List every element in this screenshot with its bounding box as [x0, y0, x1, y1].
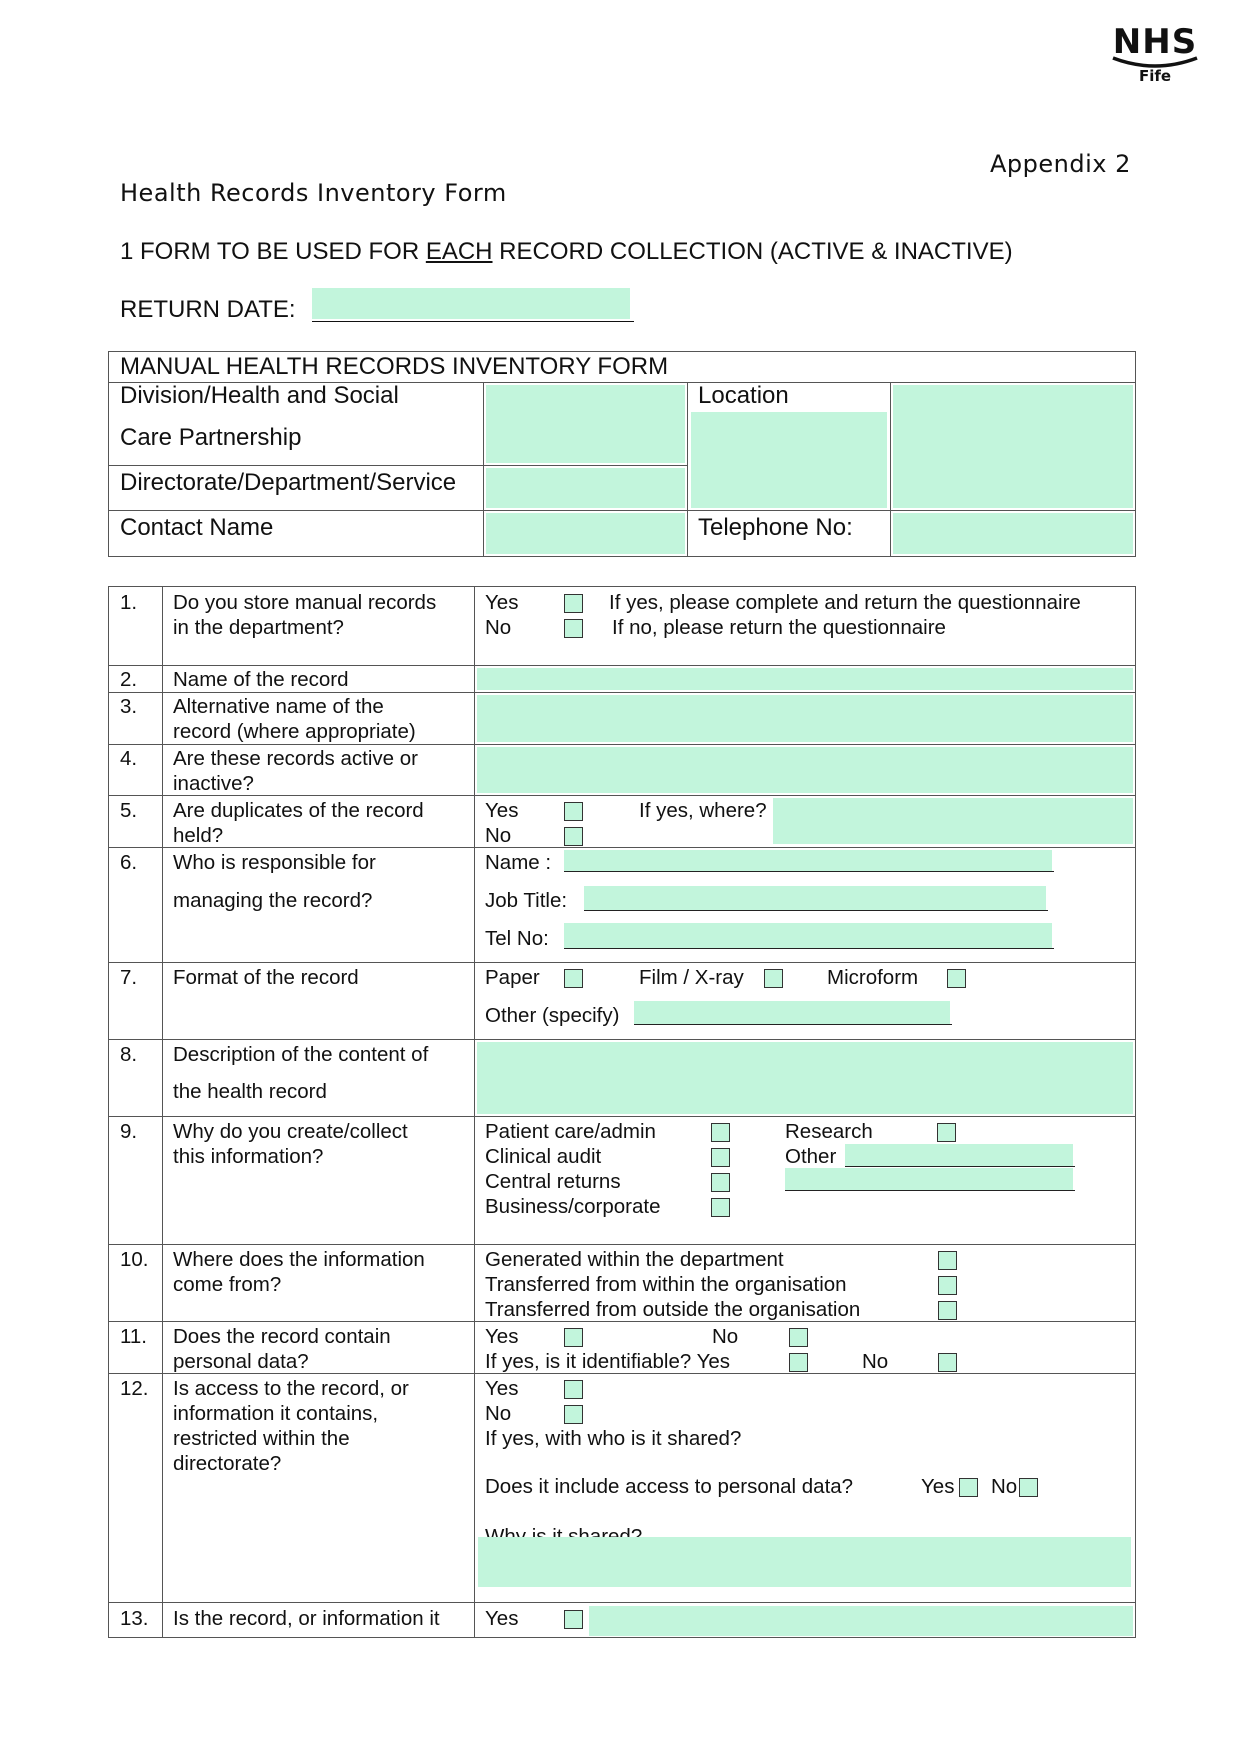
directorate-field[interactable]	[486, 468, 685, 508]
q5-label-2: held?	[173, 824, 224, 847]
q2-label: Name of the record	[173, 668, 349, 691]
q12-label-1: Is access to the record, or	[173, 1377, 409, 1400]
manual-records-table	[108, 351, 1136, 557]
return-date-underline	[312, 321, 634, 322]
q1-label-1: Do you store manual records	[173, 591, 437, 614]
q11-identifiable-no-label: No	[862, 1350, 889, 1373]
nhs-fife-logo	[1105, 24, 1205, 84]
q11-label-2: personal data?	[173, 1350, 309, 1373]
q1-yes-note: If yes, please complete and return the questionnaire	[609, 591, 1081, 614]
q6-label-1: Who is responsible for	[173, 851, 376, 874]
q9-other-underline-2	[785, 1190, 1075, 1191]
usage-emph: EACH	[425, 238, 493, 265]
q10-option-outside: Transferred from outside the organisation	[485, 1298, 861, 1321]
q7-number: 7.	[120, 966, 138, 989]
q13-field[interactable]	[589, 1606, 1133, 1636]
q11-yes-checkbox[interactable]	[564, 1328, 583, 1347]
location-field[interactable]	[691, 412, 887, 508]
q6-name-underline	[564, 871, 1054, 872]
q12-shared-label: If yes, with who is it shared?	[485, 1427, 742, 1450]
q9-other-underline	[845, 1166, 1075, 1167]
q11-number: 11.	[120, 1325, 147, 1348]
q9-option-clinical-audit: Clinical audit	[485, 1145, 602, 1168]
telephone-field[interactable]	[893, 513, 1133, 554]
q13-number: 13.	[120, 1607, 149, 1630]
q9-patient-care-checkbox[interactable]	[711, 1123, 730, 1142]
q13-label: Is the record, or information it	[173, 1607, 440, 1630]
logo-sub: Fife	[1138, 67, 1172, 85]
q12-personal-yes-checkbox[interactable]	[959, 1478, 978, 1497]
usage-post: RECORD COLLECTION (ACTIVE & INACTIVE)	[492, 238, 1013, 265]
q9-business-checkbox[interactable]	[711, 1198, 730, 1217]
q7-microform-label: Microform	[827, 966, 919, 989]
q12-label-2: information it contains,	[173, 1402, 379, 1425]
q9-other-field-2[interactable]	[785, 1168, 1073, 1190]
q12-label-3: restricted within the	[173, 1427, 350, 1450]
q6-tel-label: Tel No:	[485, 927, 549, 950]
q11-no-label: No	[712, 1325, 739, 1348]
location-label: Location	[698, 382, 789, 409]
q9-option-other: Other	[785, 1145, 837, 1168]
q1-no-label: No	[485, 616, 512, 639]
q13-yes-checkbox[interactable]	[564, 1610, 583, 1629]
q2-field[interactable]	[477, 668, 1133, 690]
q7-other-underline	[634, 1024, 952, 1025]
q6-name-field[interactable]	[564, 850, 1052, 871]
q11-label-1: Does the record contain	[173, 1325, 391, 1348]
return-date-label: RETURN DATE:	[120, 296, 296, 323]
q7-microform-checkbox[interactable]	[947, 969, 966, 988]
usage-instruction	[120, 238, 1013, 266]
logo-text: NHS	[1112, 22, 1198, 62]
q1-no-note: If no, please return the questionnaire	[612, 616, 946, 639]
q9-clinical-audit-checkbox[interactable]	[711, 1148, 730, 1167]
q5-yes-label: Yes	[485, 799, 519, 822]
q6-tel-underline	[564, 948, 1054, 949]
q12-personal-yes-label: Yes	[921, 1475, 955, 1498]
division-label-1: Division/Health and Social	[120, 382, 399, 409]
q5-where-label: If yes, where?	[639, 799, 767, 822]
q7-other-label: Other (specify)	[485, 1004, 620, 1027]
q10-label-1: Where does the information	[173, 1248, 425, 1271]
q10-option-generated: Generated within the department	[485, 1248, 784, 1271]
q12-no-label: No	[485, 1402, 512, 1425]
q12-yes-checkbox[interactable]	[564, 1380, 583, 1399]
q1-yes-label: Yes	[485, 591, 519, 614]
q1-yes-checkbox[interactable]	[564, 594, 583, 613]
q9-research-checkbox[interactable]	[937, 1123, 956, 1142]
telephone-label: Telephone No:	[698, 514, 853, 541]
q9-other-field[interactable]	[845, 1144, 1073, 1166]
q12-personal-no-label: No	[991, 1475, 1018, 1498]
q13-yes-label: Yes	[485, 1607, 519, 1630]
q12-label-4: directorate?	[173, 1452, 282, 1475]
q7-paper-label: Paper	[485, 966, 540, 989]
division-label-2: Care Partnership	[120, 424, 302, 451]
q8-label-2: the health record	[173, 1080, 327, 1103]
q9-option-business: Business/corporate	[485, 1195, 661, 1218]
q8-field[interactable]	[477, 1042, 1133, 1114]
usage-pre: 1 FORM TO BE USED FOR	[120, 238, 426, 265]
q11-identifiable-label: If yes, is it identifiable? Yes	[485, 1350, 731, 1373]
q9-central-returns-checkbox[interactable]	[711, 1173, 730, 1192]
q9-option-patient-care: Patient care/admin	[485, 1120, 656, 1143]
q12-personal-no-checkbox[interactable]	[1019, 1478, 1038, 1497]
location-extra-field[interactable]	[893, 385, 1133, 508]
q10-number: 10.	[120, 1248, 149, 1271]
q6-name-label: Name :	[485, 851, 552, 874]
q10-label-2: come from?	[173, 1273, 282, 1296]
q5-number: 5.	[120, 799, 138, 822]
q9-label-2: this information?	[173, 1145, 324, 1168]
q6-number: 6.	[120, 851, 138, 874]
q4-number: 4.	[120, 747, 138, 770]
q12-yes-label: Yes	[485, 1377, 519, 1400]
q8-number: 8.	[120, 1043, 138, 1066]
q7-film-checkbox[interactable]	[764, 969, 783, 988]
q4-label-1: Are these records active or	[173, 747, 418, 770]
directorate-label: Directorate/Department/Service	[120, 469, 457, 496]
q12-no-checkbox[interactable]	[564, 1405, 583, 1424]
q9-number: 9.	[120, 1120, 138, 1143]
contact-field[interactable]	[486, 513, 685, 554]
contact-label: Contact Name	[120, 514, 274, 541]
q3-number: 3.	[120, 695, 138, 718]
q7-other-field[interactable]	[634, 1001, 950, 1024]
q8-label-1: Description of the content of	[173, 1043, 429, 1066]
q3-field[interactable]	[477, 695, 1133, 742]
q4-field[interactable]	[477, 747, 1133, 793]
q6-job-field[interactable]	[584, 886, 1046, 910]
form-title: Health Records Inventory Form	[120, 179, 507, 207]
q6-job-label: Job Title:	[485, 889, 568, 912]
q1-no-checkbox[interactable]	[564, 619, 583, 638]
q10-generated-checkbox[interactable]	[938, 1251, 957, 1270]
q9-label-1: Why do you create/collect	[173, 1120, 408, 1143]
q10-option-within: Transferred from within the organisation	[485, 1273, 847, 1296]
q4-label-2: inactive?	[173, 772, 254, 795]
q12-why-field[interactable]	[478, 1537, 1131, 1587]
q7-film-label: Film / X-ray	[639, 966, 744, 989]
return-date-field[interactable]	[312, 288, 630, 319]
q7-label: Format of the record	[173, 966, 359, 989]
q5-no-checkbox[interactable]	[564, 827, 583, 846]
q6-job-underline	[584, 910, 1048, 911]
q11-no-checkbox[interactable]	[789, 1328, 808, 1347]
q6-label-2: managing the record?	[173, 889, 373, 912]
q3-label-1: Alternative name of the	[173, 695, 384, 718]
q11-identifiable-no-checkbox[interactable]	[938, 1353, 957, 1372]
q7-paper-checkbox[interactable]	[564, 969, 583, 988]
q12-number: 12.	[120, 1377, 149, 1400]
questionnaire-table	[108, 586, 1136, 1638]
q5-no-label: No	[485, 824, 512, 847]
q9-option-research: Research	[785, 1120, 873, 1143]
q5-where-field[interactable]	[773, 798, 1133, 844]
appendix-label: Appendix 2	[990, 150, 1131, 178]
q6-tel-field[interactable]	[564, 923, 1052, 948]
q3-label-2: record (where appropriate)	[173, 720, 416, 743]
division-field[interactable]	[486, 385, 685, 463]
q10-within-checkbox[interactable]	[938, 1276, 957, 1295]
q12-personal-label: Does it include access to personal data?	[485, 1475, 854, 1498]
q5-yes-checkbox[interactable]	[564, 802, 583, 821]
q2-number: 2.	[120, 668, 138, 691]
q1-number: 1.	[120, 591, 138, 614]
q11-yes-label: Yes	[485, 1325, 519, 1348]
q10-outside-checkbox[interactable]	[938, 1301, 957, 1320]
q1-label-2: in the department?	[173, 616, 344, 639]
table-title: MANUAL HEALTH RECORDS INVENTORY FORM	[120, 353, 669, 380]
q5-label-1: Are duplicates of the record	[173, 799, 424, 822]
q9-option-central-returns: Central returns	[485, 1170, 621, 1193]
q11-identifiable-yes-checkbox[interactable]	[789, 1353, 808, 1372]
